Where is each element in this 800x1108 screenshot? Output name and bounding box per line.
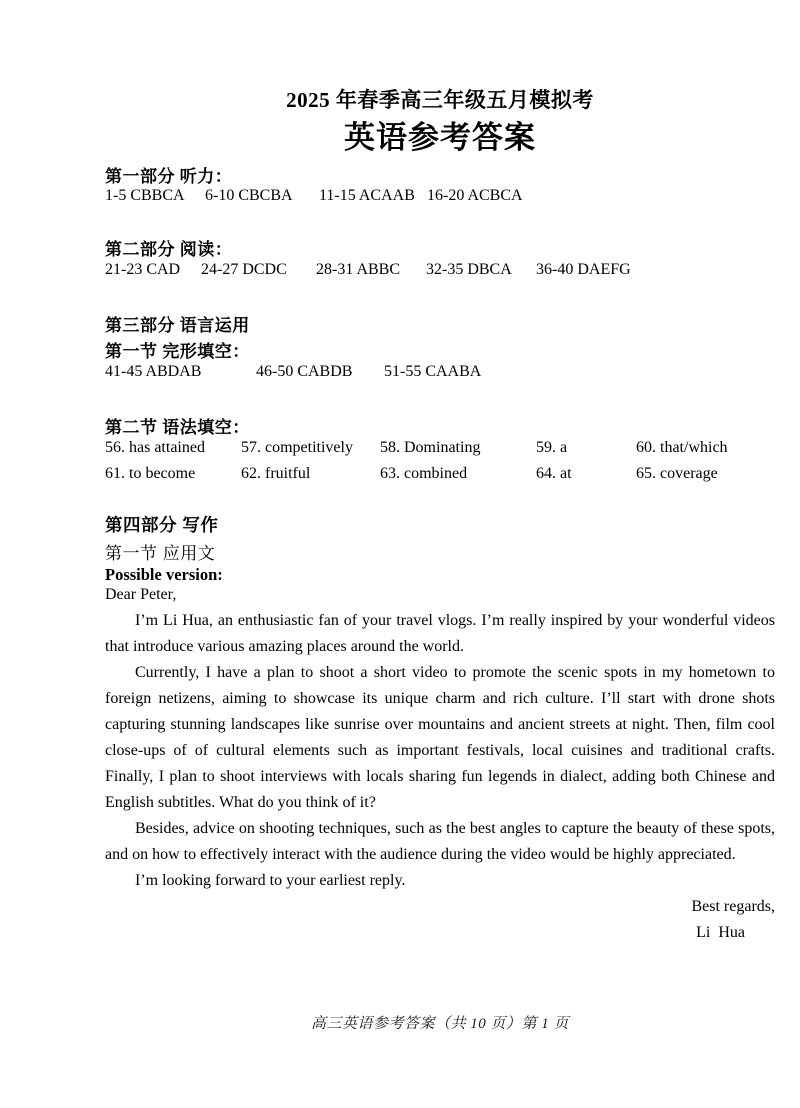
answer-group: 16-20 ACBCA <box>427 187 523 204</box>
section-heading-listening: 第一部分 听力： <box>105 167 233 186</box>
answer-group: 28-31 ABBC <box>316 261 401 278</box>
answer-group: 11-15 ACAAB <box>319 187 415 204</box>
letter-salutation: Dear Peter, <box>105 586 177 603</box>
answer-group: 51-55 CAABA <box>384 363 482 380</box>
model-essay <box>105 582 775 946</box>
letter-paragraph: Besides, advice on shooting techniques, such as the best angles to capture the beauty of these spots, and on how to effectively interact with the audience during the video would be highly appreciated. <box>105 820 775 863</box>
answer-item: 59. a <box>536 439 568 456</box>
doc-title: 英语参考答案 <box>344 120 536 155</box>
section-heading-reading: 第二部分 阅读： <box>105 240 233 259</box>
answer-item: 57. competitively <box>241 439 353 456</box>
answer-group: 41-45 ABDAB <box>105 363 202 380</box>
answer-item: 64. at <box>536 465 572 482</box>
grammar-answers-row <box>105 439 775 457</box>
cloze-answers-row <box>105 363 775 381</box>
answer-item: 56. has attained <box>105 439 205 456</box>
answer-group: 36-40 DAEFG <box>536 261 631 278</box>
answer-item: 62. fruitful <box>241 465 311 482</box>
section-heading-writing: 第四部分 写作 <box>105 515 219 535</box>
grammar-answers-row <box>105 465 775 483</box>
answer-group: 6-10 CBCBA <box>205 187 293 204</box>
answer-item: 65. coverage <box>636 465 718 482</box>
letter-closing: Best regards, <box>691 898 775 915</box>
section-heading-grammar: 第二节 语法填空： <box>105 418 250 437</box>
answer-group: 32-35 DBCA <box>426 261 512 278</box>
answer-item: 61. to become <box>105 465 196 482</box>
section-heading-applied-writing: 第一节 应用文 <box>105 544 216 563</box>
answer-group: 46-50 CABDB <box>256 363 353 380</box>
answer-item: 58. Dominating <box>380 439 481 456</box>
answer-group: 21-23 CAD <box>105 261 181 278</box>
letter-signature: Li Hua <box>696 924 745 941</box>
answer-item: 60. that/which <box>636 439 728 456</box>
answer-group: 24-27 DCDC <box>201 261 287 278</box>
exam-title: 2025 年春季高三年级五月模拟考 <box>286 88 594 112</box>
answer-group: 1-5 CBBCA <box>105 187 185 204</box>
page-footer: 高三英语参考答案（共 10 页）第 1 页 <box>310 1016 569 1032</box>
section-heading-language-use: 第三部分 语言运用 <box>105 316 250 335</box>
section-heading-cloze: 第一节 完形填空： <box>105 342 250 361</box>
letter-paragraph: I’m Li Hua, an enthusiastic fan of your travel vlogs. I’m really inspired by your wonderful videos that introduce various amazing places around the world. <box>105 612 775 655</box>
letter-paragraph: I’m looking forward to your earliest reply. <box>135 872 406 889</box>
answer-item: 63. combined <box>380 465 468 482</box>
listening-answers-row <box>105 187 775 205</box>
letter-paragraph: Currently, I have a plan to shoot a short video to promote the scenic spots in my hometown to foreign netizens, aiming to showcase its unique charm and rich culture. I’ll start with drone shots capturing stunning landscapes like sunrise over mountains and ancient streets at night. Then, film cool close-ups of of cultural elements such as important festivals, local cuisines and traditional crafts. Finally, I plan to shoot interviews with locals sharing fun legends in dialect, adding both Chinese and English subtitles. What do you think of it? <box>105 664 775 811</box>
possible-version-label: Possible version: <box>105 565 223 584</box>
reading-answers-row <box>105 261 775 279</box>
